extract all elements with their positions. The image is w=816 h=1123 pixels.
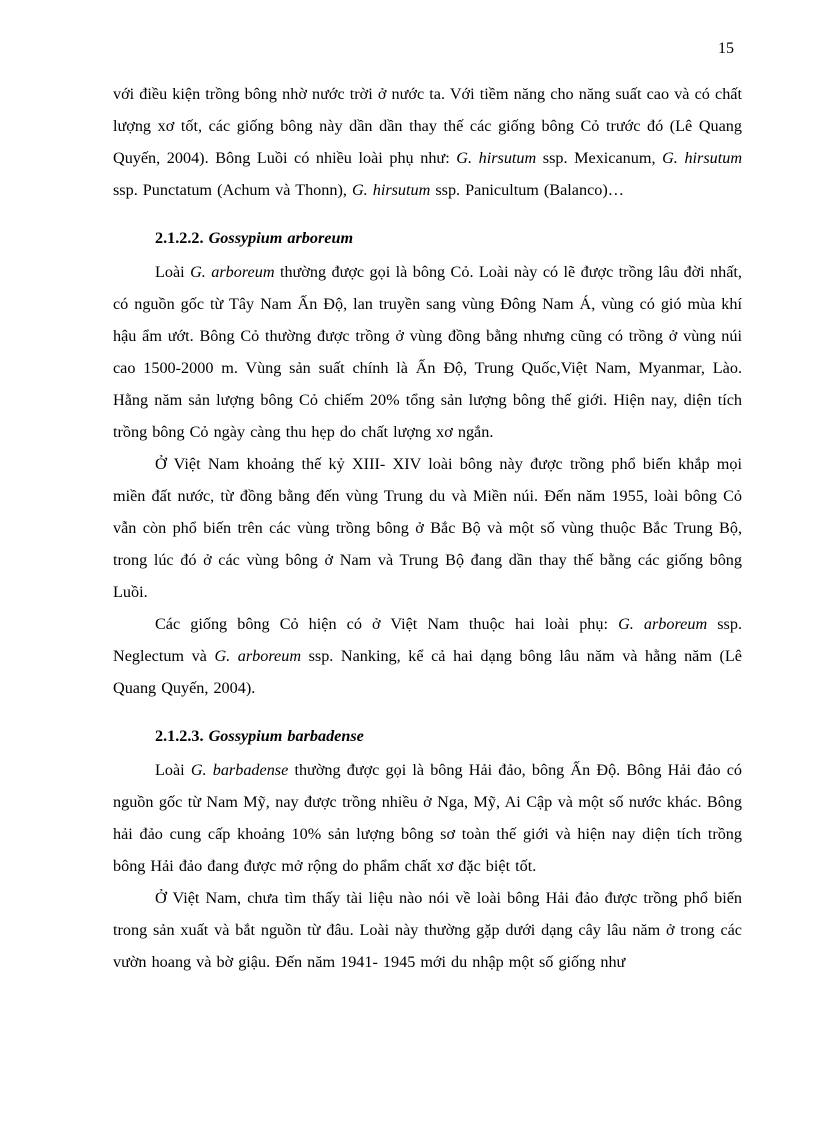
text-run: 2.1.2.3. <box>155 727 209 745</box>
text-run: Các giống bông Cỏ hiện có ở Việt Nam thuộc hai loài phụ: <box>155 615 619 633</box>
text-run: Loài <box>155 263 191 281</box>
text-run: ssp. Neglectum và <box>113 615 742 665</box>
text-run: G. arboreum <box>190 263 275 281</box>
section-heading <box>113 720 742 752</box>
text-run: với điều kiện trồng bông nhờ nước trời ở nước ta. Với tiềm năng cho năng suất cao và có chất lượng xơ tốt, các giống bông này dần dần thay thế các giống bông Cỏ trước đó (Lê Quang Quyến, 2004). Bông Luồi có nhiều loài phụ như: <box>113 85 742 167</box>
paragraph <box>113 882 742 978</box>
text-run: ssp. Nanking, kể cả hai dạng bông lâu năm và hằng năm (Lê Quang Quyến, 2004). <box>113 647 742 697</box>
paragraph <box>113 608 742 704</box>
text-run: thường được gọi là bông Cỏ. Loài này có lẽ được trồng lâu đời nhất, có nguồn gốc từ Tây Nam Ấn Độ, lan truyền sang vùng Đông Nam Á, vùng có gió mùa khí hậu ẩm ướt. Bông Cỏ thường được trồng ở vùng đồng bằng nhưng cũng có trồng ở vùng núi cao 1500-2000 m. Vùng sản suất chính là Ấn Độ, Trung Quốc,Việt Nam, Myanmar, Lào. Hằng năm sản lượng bông Cỏ chiếm 20% tổng sản lượng bông thế giới. Hiện nay, diện tích trồng bông Cỏ ngày càng thu hẹp do chất lượng xơ ngắn. <box>113 263 742 441</box>
text-run: Gossypium arboreum <box>208 229 354 247</box>
text-run: thường được gọi là bông Hải đảo, bông Ấn Độ. Bông Hải đảo có nguồn gốc từ Nam Mỹ, nay được trồng nhiều ở Nga, Mỹ, Ai Cập và một số nước khác. Bông hải đảo cung cấp khoảng 10% sản lượng bông sơ toàn thế giới và hiện nay diện tích trồng bông Hải đảo đang được mở rộng do phẩm chất xơ đặc biệt tốt. <box>113 761 742 875</box>
paragraph <box>113 754 742 882</box>
text-run: Ở Việt Nam, chưa tìm thấy tài liệu nào nói về loài bông Hải đảo được trồng phổ biến trong sản xuất và bắt nguồn từ đâu. Loài này thường gặp dưới dạng cây lâu năm ở trong các vườn hoang và bờ giậu. Đến năm 1941- 1945 mới du nhập một số giống như <box>113 889 742 971</box>
text-run: G. arboreum <box>214 647 302 665</box>
paragraph <box>113 256 742 448</box>
text-run: Ở Việt Nam khoảng thế kỷ XIII- XIV loài bông này được trồng phổ biến khắp mọi miền đất nước, từ đồng bằng đến vùng Trung du và Miền núi. Đến năm 1955, loài bông Cỏ vẫn còn phổ biến trên các vùng trồng bông ở Bắc Bộ và một số vùng thuộc Bắc Trung Bộ, trong lúc đó ở các vùng bông ở Nam và Trung Bộ đang dần thay thế bằng các giống bông Luồi. <box>113 455 742 601</box>
paragraph <box>113 448 742 608</box>
text-run: G. arboreum <box>618 615 708 633</box>
section-heading <box>113 222 742 254</box>
text-run: ssp. Punctatum (Achum và Thonn), <box>113 181 352 199</box>
document-body <box>113 78 742 978</box>
paragraph <box>113 78 742 206</box>
text-run: ssp. Panicultum (Balanco)… <box>430 181 624 199</box>
page-number: 15 <box>718 40 734 57</box>
text-run: Loài <box>155 761 191 779</box>
text-run: G. hirsutum <box>456 149 537 167</box>
text-run: 2.1.2.2. <box>155 229 209 247</box>
text-run: Gossypium barbadense <box>208 727 364 745</box>
text-run: G. hirsutum <box>351 181 431 199</box>
text-run: G. barbadense <box>190 761 289 779</box>
text-run: G. hirsutum <box>662 149 743 167</box>
text-run: ssp. Mexicanum, <box>536 149 663 167</box>
